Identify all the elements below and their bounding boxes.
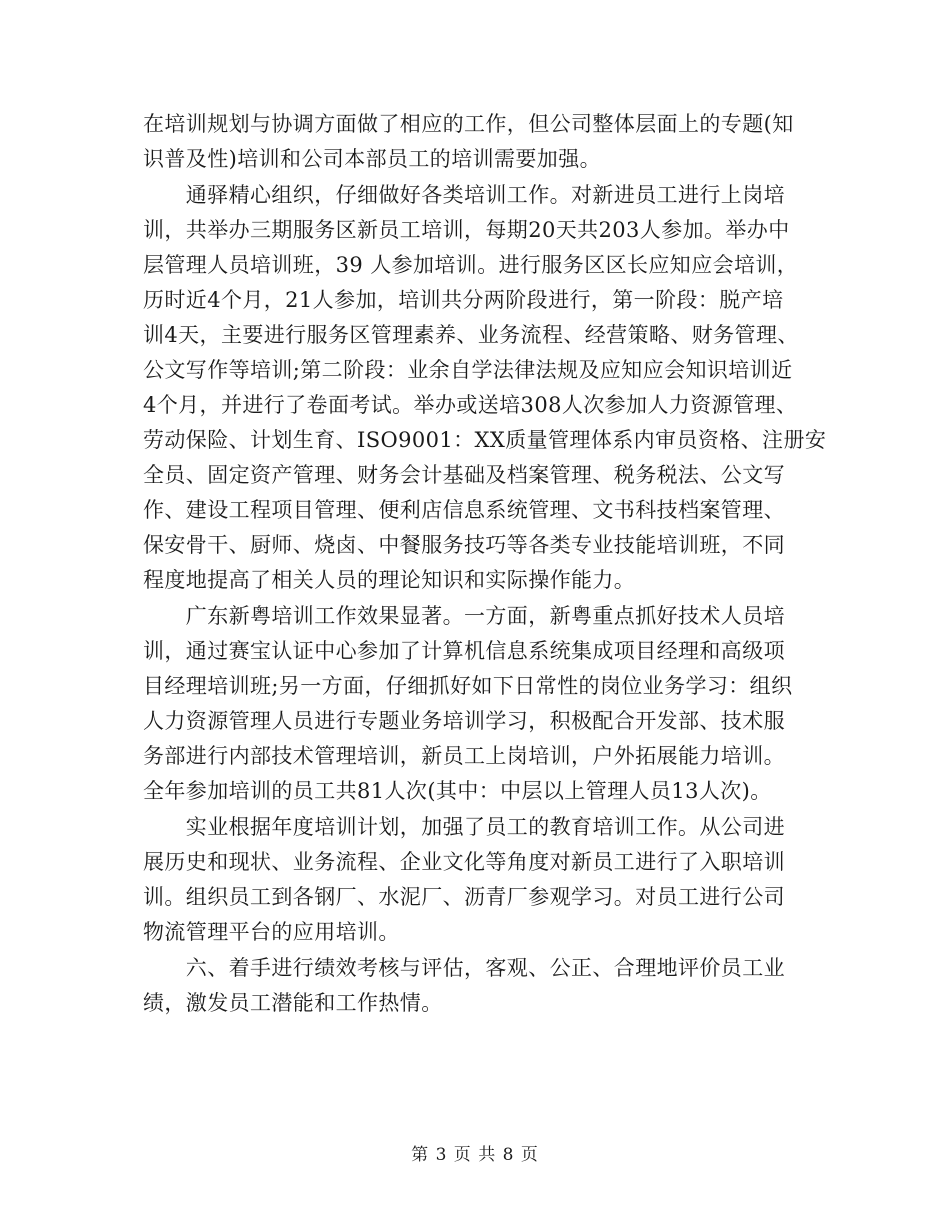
text-line: 务部进行内部技术管理培训，新员工上岗培训，户外拓展能力培训。 xyxy=(143,744,785,768)
text-line: 通驿精心组织，仔细做好各类培训工作。对新进员工进行上岗培 xyxy=(143,183,785,207)
text-line: 全年参加培训的员工共81人次(其中：中层以上管理人员13人次)。 xyxy=(143,779,772,803)
text-line: 物流管理平台的应用培训。 xyxy=(143,920,400,944)
text-line: 训，通过赛宝认证中心参加了计算机信息系统集成项目经理和高级项 xyxy=(143,639,785,663)
text-line: 劳动保险、计划生育、ISO9001：XX质量管理体系内审员资格、注册安 xyxy=(143,428,827,452)
paragraph-4 xyxy=(143,810,808,950)
text-line: 程度地提高了相关人员的理论知识和实际操作能力。 xyxy=(143,568,636,592)
text-line: 训，共举办三期服务区新员工培训，每期20天共203人参加。举办中 xyxy=(143,218,790,242)
text-line: 人力资源管理人员进行专题业务培训学习，积极配合开发部、技术服 xyxy=(143,709,785,733)
page-number-label: 第 3 页 共 8 页 xyxy=(411,1145,539,1165)
text-line: 目经理培训班;另一方面，仔细抓好如下日常性的岗位业务学习：组织 xyxy=(143,674,793,698)
paragraph-2 xyxy=(143,178,827,598)
text-line: 保安骨干、厨师、烧卤、中餐服务技巧等各类专业技能培训班，不同 xyxy=(143,533,785,557)
paragraph-3 xyxy=(143,599,808,809)
text-line: 历时近4个月，21人参加，培训共分两阶段进行，第一阶段：脱产培 xyxy=(143,288,784,312)
text-line: 广东新粤培训工作效果显著。一方面，新粤重点抓好技术人员培 xyxy=(143,604,785,628)
text-line: 绩，激发员工潜能和工作热情。 xyxy=(143,991,443,1015)
text-line: 4个月，并进行了卷面考试。举办或送培308人次参加人力资源管理、 xyxy=(143,393,798,417)
text-line: 公文写作等培训;第二阶段：业余自学法律法规及应知应会知识培训近 xyxy=(143,358,793,382)
text-line: 在培训规划与协调方面做了相应的工作，但公司整体层面上的专题(知 xyxy=(143,112,794,136)
text-line: 全员、固定资产管理、财务会计基础及档案管理、税务税法、公文写 xyxy=(143,463,785,487)
text-line: 训4天，主要进行服务区管理素养、业务流程、经营策略、财务管理、 xyxy=(143,323,799,347)
page-footer xyxy=(0,1140,950,1165)
text-line: 训。组织员工到各钢厂、水泥厂、沥青厂参观学习。对员工进行公司 xyxy=(143,885,785,909)
document-body xyxy=(143,107,827,1021)
text-line: 作、建设工程项目管理、便利店信息系统管理、文书科技档案管理、 xyxy=(143,498,785,522)
text-line: 六、着手进行绩效考核与评估，客观、公正、合理地评价员工业 xyxy=(143,956,785,980)
paragraph-5 xyxy=(143,951,808,1021)
paragraph-1 xyxy=(143,107,808,177)
text-line: 识普及性)培训和公司本部员工的培训需要加强。 xyxy=(143,147,601,171)
text-line: 实业根据年度培训计划，加强了员工的教育培训工作。从公司进 xyxy=(143,815,785,839)
text-line: 展历史和现状、业务流程、企业文化等角度对新员工进行了入职培训 xyxy=(143,850,785,874)
text-line: 层管理人员培训班，39 人参加培训。进行服务区区长应知应会培训， xyxy=(143,253,799,277)
